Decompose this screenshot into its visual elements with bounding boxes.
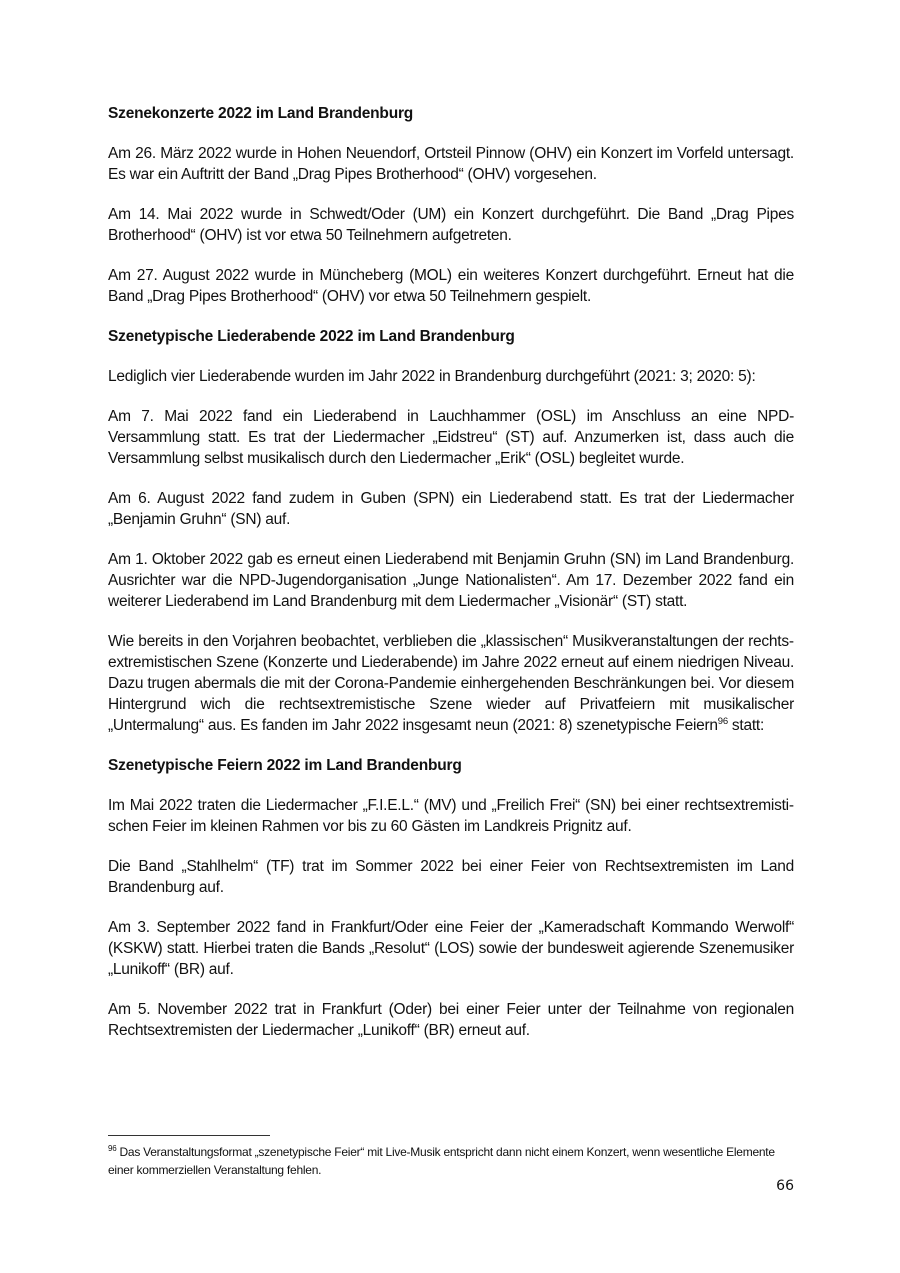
paragraph: Am 26. März 2022 wurde in Hohen Neuendorf, Ortsteil Pinnow (OHV) ein Konzert im Vorfeld untersagt. Es war ein Auftritt der Band „Drag Pipes Brotherhood“ (OHV) vorgesehen.	[108, 145, 794, 183]
paragraph: Am 3. September 2022 fand in Frankfurt/Oder eine Feier der „Kameradschaft Kommando Werwolf“ (KSKW) statt. Hierbei traten die Bands „Resolut“ (LOS) sowie der bundesweit agierende Szenemusiker „Lunikoff“ (BR) auf.	[108, 919, 794, 978]
paragraph: Lediglich vier Liederabende wurden im Jahr 2022 in Brandenburg durchgeführt (2021: 3; 2020: 5):	[108, 368, 756, 385]
paragraph: Am 6. August 2022 fand zudem in Guben (SPN) ein Liederabend statt. Es trat der Liedermacher „Benjamin Gruhn“ (SN) auf.	[108, 490, 794, 528]
paragraph: Am 5. November 2022 trat in Frankfurt (Oder) bei einer Feier unter der Teilnahme von regionalen Rechtsextremisten der Liedermacher „Lunikoff“ (BR) erneut auf.	[108, 1001, 794, 1039]
section-heading-feiern: Szenetypische Feiern 2022 im Land Brandenburg	[108, 757, 462, 774]
paragraph-text: Wie bereits in den Vorjahren beobachtet, verblieben die „klassischen“ Musikveranstaltungen der rechtsextremistischen Szene (Konzerte und Liederabende) im Jahre 2022 erneut auf einem niedrigen Niveau. Dazu trugen abermals die mit der Corona-Pandemie einhergehenden Beschränkungen bei. Vor diesem Hintergrund wich die rechtsextremistische Szene wieder auf Privatfeiern mit musikalischer „Untermalung“ aus. Es fanden im Jahr 2022 insgesamt neun (2021: 8) szenetypische Feiern	[108, 633, 794, 734]
footnote-text: Das Veranstaltungsformat „szenetypische Feier“ mit Live-Musik entspricht dann nicht einem Konzert, wenn wesentliche Elemente einer kommerziellen Veranstaltung fehlen.	[108, 1145, 775, 1177]
page-number: 66	[776, 1178, 794, 1194]
footnote-number: 96	[108, 1144, 117, 1153]
paragraph: Die Band „Stahlhelm“ (TF) trat im Sommer 2022 bei einer Feier von Rechtsextremisten im Land Brandenburg auf.	[108, 858, 794, 896]
paragraph: Am 14. Mai 2022 wurde in Schwedt/Oder (UM) ein Konzert durchgeführt. Die Band „Drag Pipes Brotherhood“ (OHV) ist vor etwa 50 Teilnehmern aufgetreten.	[108, 206, 794, 244]
paragraph: Im Mai 2022 traten die Liedermacher „F.I.E.L.“ (MV) und „Freilich Frei“ (SN) bei einer rechtsextremistischen Feier im kleinen Rahmen vor bis zu 60 Gästen im Landkreis Prignitz auf.	[108, 797, 794, 835]
section-heading-konzerte: Szenekonzerte 2022 im Land Brandenburg	[108, 105, 414, 122]
paragraph: Am 7. Mai 2022 fand ein Liederabend in Lauchhammer (OSL) im Anschluss an eine NPD-Versammlung statt. Es trat der Liedermacher „Eidstreu“ (ST) auf. Anzumerken ist, dass auch die Versammlung selbst musikalisch durch den Liedermacher „Erik“ (OSL) begleitet wurde.	[108, 408, 794, 467]
footnote-divider	[108, 1135, 270, 1136]
page-body	[108, 103, 794, 1060]
paragraph: Am 27. August 2022 wurde in Müncheberg (MOL) ein weiteres Konzert durchgeführt. Erneut hat die Band „Drag Pipes Brotherhood“ (OHV) vor etwa 50 Teilnehmern gespielt.	[108, 267, 794, 305]
paragraph-with-footnote-ref	[108, 631, 794, 736]
footnote	[108, 1143, 794, 1179]
paragraph: Am 1. Oktober 2022 gab es erneut einen Liederabend mit Benjamin Gruhn (SN) im Land Brandenburg. Ausrichter war die NPD-Jugendorganisation „Junge Nationalisten“. Am 17. Dezember 2022 fand ein weiterer Liederabend im Land Brandenburg mit dem Liedermacher „Visionär“ (ST) statt.	[108, 551, 794, 610]
paragraph-text-suffix: statt:	[727, 717, 765, 734]
footnote-reference: 96	[717, 715, 728, 727]
section-heading-liederabende: Szenetypische Liederabende 2022 im Land Brandenburg	[108, 328, 515, 345]
